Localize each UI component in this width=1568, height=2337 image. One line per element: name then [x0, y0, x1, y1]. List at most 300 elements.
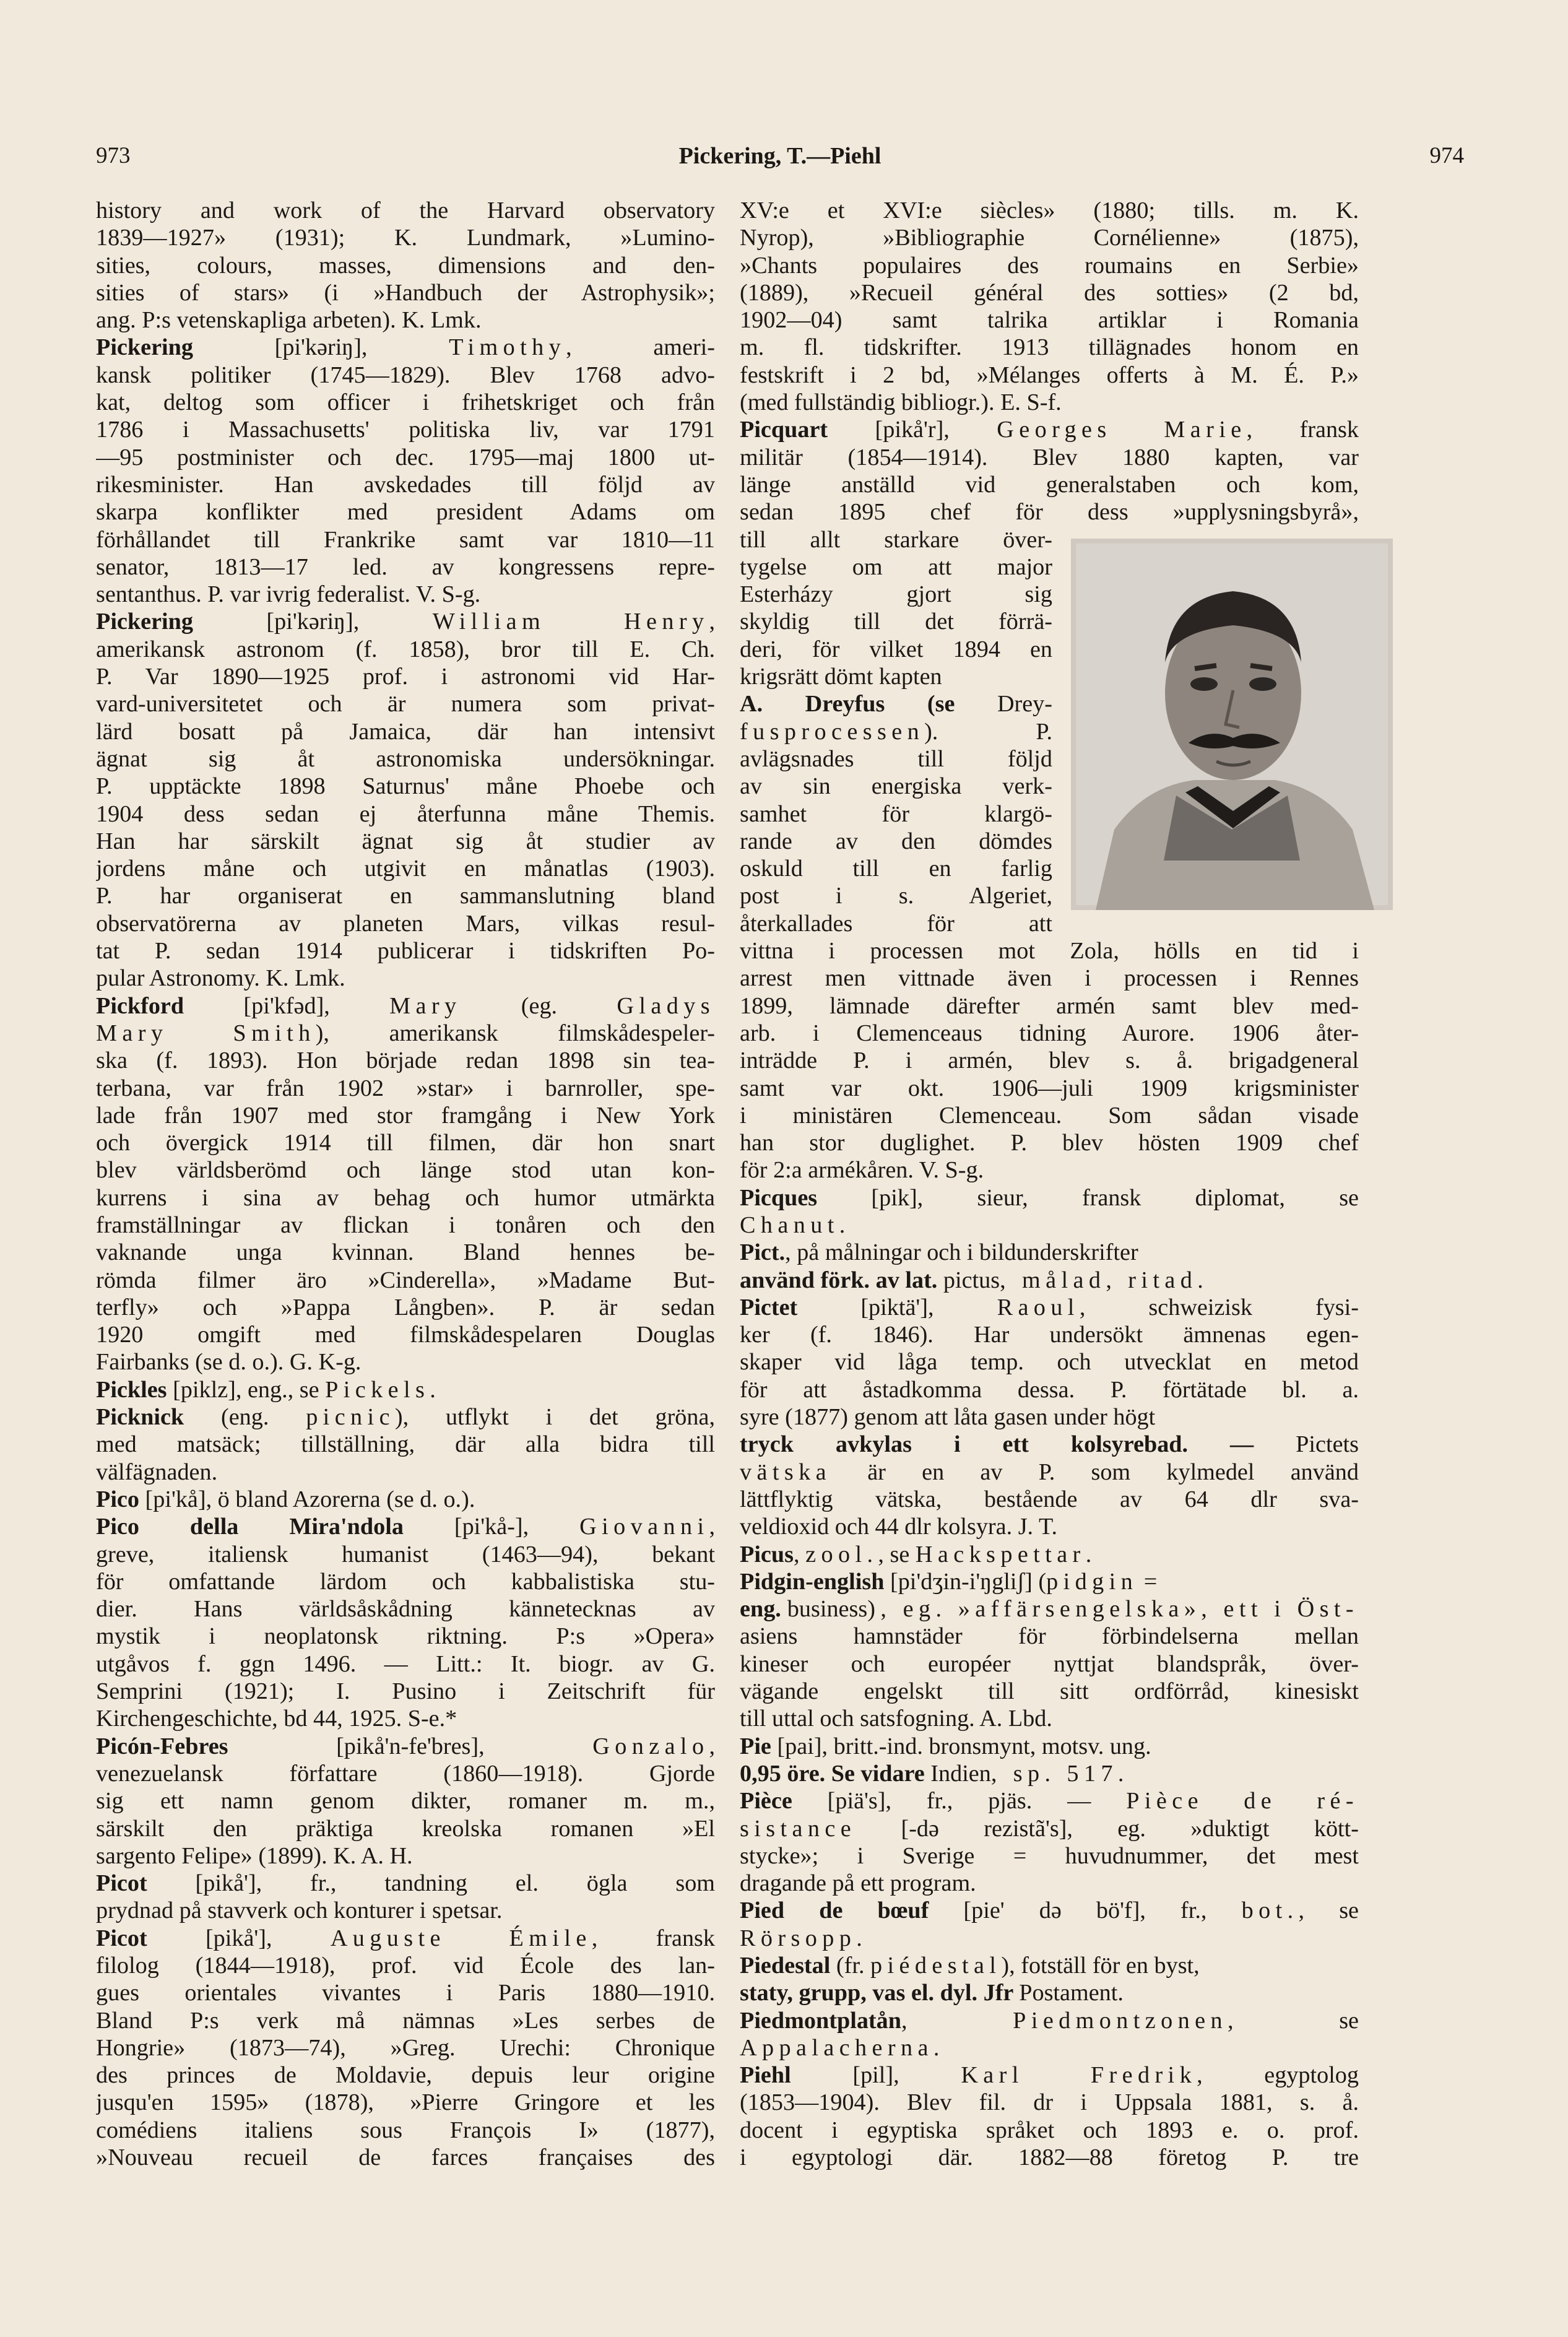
page-number-right: 974: [1429, 143, 1464, 168]
text-segment: oskuld till en farlig: [740, 856, 1052, 882]
text-line: [96, 1348, 715, 1376]
text-line: [96, 1952, 715, 1979]
text-segment: [pi'kfəd],: [184, 992, 390, 1019]
text-line: [740, 745, 1052, 773]
text-segment: samt var okt. 1906—juli 1909 krigsminister: [740, 1075, 1359, 1101]
headword: Picquart: [740, 417, 828, 443]
text-line: [740, 1403, 1359, 1431]
text-line: [96, 416, 715, 443]
text-segment: tat P. sedan 1914 publicerar i tidskriften Po-: [96, 938, 715, 965]
text-line: [96, 581, 715, 608]
text-line: [740, 1568, 1359, 1595]
text-segment: 1786 i Massachusetts' politiska liv, var 1791: [96, 417, 715, 443]
text-segment: kurrens i sina av behag och humor utmärkta: [96, 1184, 715, 1211]
text-line: [96, 1431, 715, 1458]
text-line: [96, 1047, 715, 1074]
text-line: [96, 1020, 715, 1047]
text-line: [740, 1678, 1359, 1705]
text-segment: [piä's], fr., pjäs. —: [792, 1788, 1127, 1815]
text-segment: post i s. Algeriet,: [740, 883, 1052, 909]
spaced-name: pidgin: [1046, 1568, 1138, 1595]
text-segment: , på målningar och i bildunderskrifter: [785, 1239, 1138, 1266]
text-segment: [-də rezistã's], eg. »duktigt kött-: [856, 1815, 1359, 1842]
left-column: [96, 197, 715, 2171]
text-segment: av sin energiska verk-: [740, 773, 1052, 800]
text-segment: P. har organiserat en sammanslutning bland: [96, 883, 715, 909]
text-segment: .: [933, 2034, 940, 2061]
text-line: [96, 1595, 715, 1623]
text-line: [96, 1212, 715, 1239]
text-line: [96, 636, 715, 663]
text-line: [740, 1129, 1359, 1156]
text-segment: sentanthus. P. var ivrig federalist. V. S-g.: [96, 581, 481, 608]
text-segment: , ameri-: [566, 334, 715, 361]
spaced-name: Karl Fredrik: [961, 2062, 1197, 2089]
text-line: [740, 718, 1052, 745]
text-line: [96, 1184, 715, 1212]
text-segment: är en av P. som kylmedel använd: [831, 1459, 1359, 1485]
text-line: [740, 2007, 1359, 2034]
text-segment: [pikå'n-fe'bres],: [228, 1733, 593, 1759]
headword: Pickering: [96, 609, 193, 635]
headword: Pict.: [740, 1239, 786, 1266]
text-line: [740, 1020, 1359, 1047]
text-line: [96, 1787, 715, 1815]
text-line: [740, 1267, 1359, 1294]
headword: Pidgin-english: [740, 1568, 885, 1595]
text-line: [740, 636, 1052, 663]
text-segment: sig ett namn genom dikter, romaner m. m.,: [96, 1788, 715, 1815]
text-line: [96, 362, 715, 389]
text-segment: P. upptäckte 1898 Saturnus' måne Phoebe och: [96, 773, 715, 800]
text-segment: kansk politiker (1745—1829). Blev 1768 advo-: [96, 362, 715, 388]
spaced-name: vätska: [740, 1459, 831, 1485]
text-line: [740, 1897, 1359, 1924]
text-segment: , schweizisk fysi-: [1079, 1294, 1359, 1320]
headword: Pickles: [96, 1376, 167, 1403]
spaced-name: Pièce de ré-: [1126, 1788, 1359, 1815]
text-segment: Fairbanks (se d. o.). G. K-g.: [96, 1349, 362, 1376]
text-segment: jordens måne och utgivit en månatlas (1903).: [96, 856, 715, 882]
text-line: [96, 197, 715, 224]
text-segment: Kirchengeschichte, bd 44, 1925. S-e.*: [96, 1706, 457, 1732]
text-line: [96, 1760, 715, 1787]
spaced-name: Piedmontzonen: [1013, 2007, 1228, 2034]
text-line: [740, 581, 1052, 608]
text-segment: blev världsberömd och länge stod utan kon-: [96, 1157, 715, 1184]
text-segment: , fransk: [591, 1925, 715, 1951]
text-line: [96, 910, 715, 937]
spaced-name: .: [1117, 1980, 1129, 2006]
text-line: [96, 773, 715, 800]
text-line: [740, 663, 1052, 690]
text-line: [96, 937, 715, 965]
text-line: [740, 389, 1359, 416]
spaced-name: Mary: [389, 992, 462, 1019]
text-segment: tygelse om att major: [740, 553, 1052, 580]
text-segment: samhet för klargö-: [740, 800, 1052, 827]
headword: Picot: [96, 1870, 147, 1897]
text-segment: sargento Felipe» (1899). K. A. H.: [96, 1842, 413, 1869]
text-line: [96, 1513, 715, 1540]
spaced-name: Gonzalo: [592, 1733, 709, 1759]
text-line: [96, 498, 715, 526]
text-segment: i egyptologi där. 1882—88 företog P. tre: [740, 2144, 1359, 2171]
text-segment: inträdde P. i armén, blev s. å. brigadgeneral: [740, 1047, 1359, 1074]
headword: Pie: [740, 1733, 771, 1759]
spaced-name: Giovanni: [579, 1514, 709, 1540]
spaced-name: Timothy: [449, 334, 566, 361]
text-segment: .: [430, 1376, 436, 1403]
text-line: [740, 992, 1359, 1020]
text-segment: römda filmer äro »Cinderella», »Madame But-: [96, 1267, 715, 1293]
text-line: [740, 910, 1052, 937]
text-segment: dier. Hans världsåskådning kännetecknas av: [96, 1596, 715, 1623]
text-segment: amerikansk astronom (f. 1858), bror till E. Ch.: [96, 636, 715, 662]
headword: Picques: [740, 1184, 818, 1211]
text-segment: [pi'kəriŋ],: [193, 334, 449, 361]
spaced-name: Rörsopp: [740, 1925, 857, 1951]
text-segment: sities, colours, masses, dimensions and den-: [96, 252, 715, 279]
page-number-left: 973: [96, 143, 131, 168]
text-line: [740, 1815, 1359, 1842]
text-line: [740, 1623, 1359, 1650]
text-segment: —95 postminister och dec. 1795—maj 1800 ut-: [96, 444, 715, 470]
headword: Pico della Mira'ndola: [96, 1514, 404, 1540]
text-line: [740, 690, 1052, 718]
spaced-name: fusprocessen: [740, 718, 925, 745]
headword: Pied de bœuf: [740, 1897, 929, 1924]
portrait-photo: [1071, 539, 1393, 910]
text-segment: [pikå'], fr., tandning el. ögla som: [147, 1870, 715, 1897]
text-segment: XV:e et XVI:e siècles» (1880; tills. m. K.: [740, 197, 1359, 223]
text-segment: länge anställd vid generalstaben och kom,: [740, 471, 1359, 498]
text-line: [96, 334, 715, 361]
text-segment: ). P.: [924, 718, 1052, 745]
text-line: [96, 1733, 715, 1760]
text-line: [96, 1870, 715, 1897]
text-segment: Indien: [930, 1760, 991, 1787]
text-line: [96, 224, 715, 251]
text-line: [740, 1925, 1359, 1952]
headword: Piedmontplatån: [740, 2007, 901, 2034]
text-line: [96, 1156, 715, 1184]
text-segment: framställningar av flickan i tonåren och den: [96, 1212, 715, 1238]
text-segment: filolog (1844—1918), prof. vid École des lan-: [96, 1953, 715, 1979]
headword: använd förk. av lat.: [740, 1267, 943, 1293]
text-line: [740, 1321, 1359, 1348]
text-segment: ), utflykt i det gröna,: [394, 1404, 715, 1431]
spaced-name: Georges Marie: [997, 417, 1247, 443]
text-line: [740, 197, 1359, 224]
text-line: [96, 1541, 715, 1568]
headword: Picknick: [96, 1404, 184, 1431]
text-segment: , se: [878, 1541, 916, 1567]
text-segment: sedan 1895 chef för dess »upplysningsbyrå»,: [740, 499, 1359, 526]
text-segment: vaknande unga kvinnan. Bland hennes be-: [96, 1239, 715, 1266]
text-segment: [pikå'r],: [828, 417, 997, 443]
text-segment: , se: [1298, 1897, 1359, 1924]
text-segment: des princes de Moldavie, depuis leur origine: [96, 2062, 715, 2089]
text-segment: terfly» och »Pappa Långben». P. är sedan: [96, 1294, 715, 1320]
text-segment: , fransk: [1246, 417, 1359, 443]
text-segment: 1920 omgift med filmskådespelaren Douglas: [96, 1322, 715, 1348]
text-line: [96, 389, 715, 416]
text-line: [740, 1952, 1359, 1979]
text-segment: avlägsnades till följd: [740, 745, 1052, 772]
text-line: [96, 608, 715, 635]
text-segment: [pai], britt.-ind. bronsmynt, motsv. ung.: [771, 1733, 1151, 1759]
text-segment: [piktä'],: [797, 1294, 997, 1320]
text-segment: för att åstadkomma dessa. P. förtätade bl. a.: [740, 1376, 1359, 1403]
text-line: [96, 1650, 715, 1678]
text-segment: [piklz], eng., se: [167, 1376, 326, 1403]
text-segment: lade från 1907 med stor framgång i New York: [96, 1102, 715, 1129]
right-column: [740, 197, 1359, 2171]
text-line: [740, 1294, 1359, 1321]
text-line: [740, 444, 1359, 471]
headword: Picón-Febres: [96, 1733, 228, 1759]
text-line: [96, 992, 715, 1020]
text-segment: sities of stars» (i »Handbuch der Astrophysik»;: [96, 279, 715, 306]
text-line: [740, 553, 1052, 581]
text-segment: [pie' də bö'f], fr.,: [929, 1897, 1242, 1924]
text-line: [740, 1431, 1359, 1458]
text-line: [740, 252, 1359, 279]
text-line: [96, 1678, 715, 1705]
headword: 0,95 öre. Se vidare: [740, 1760, 931, 1787]
spaced-name: piédestal: [870, 1953, 1002, 1979]
text-line: [96, 526, 715, 553]
text-segment: mystik i neoplatonsk riktning. P:s »Opera»: [96, 1623, 715, 1650]
text-segment: [pi'dʒin-i'ŋgliʃ] (: [884, 1568, 1047, 1595]
text-line: [740, 1979, 1359, 2006]
text-segment: Pictets: [1296, 1431, 1359, 1458]
spaced-name: sistance: [740, 1815, 857, 1842]
text-segment: deri, för vilket 1894 en: [740, 636, 1052, 662]
text-segment: Semprini (1921); I. Pusino i Zeitschrift für: [96, 1678, 715, 1705]
text-line: [740, 1486, 1359, 1513]
text-line: [96, 1815, 715, 1842]
headword: Piedestal: [740, 1953, 831, 1979]
text-segment: business: [787, 1596, 868, 1623]
text-line: [740, 1459, 1359, 1486]
text-line: [96, 800, 715, 828]
text-line: [96, 1568, 715, 1595]
spaced-name: Pickels: [325, 1376, 430, 1403]
text-segment: .: [856, 1925, 862, 1951]
spaced-name: ), eg. »affärsengelska», ett i Öst-: [867, 1596, 1359, 1623]
headword: Pico: [96, 1486, 139, 1512]
text-segment: kat, deltog som officer i frihetskriget och från: [96, 389, 715, 416]
text-segment: [pi'kəriŋ],: [193, 609, 433, 635]
text-line: [96, 306, 715, 334]
text-segment: 1904 dess sedan ej återfunna måne Themis.: [96, 800, 715, 827]
text-segment: ägnat sig åt astronomiska undersökningar.: [96, 745, 715, 772]
text-line: [96, 2062, 715, 2089]
spaced-name: zool.: [805, 1541, 878, 1567]
text-segment: (eng.: [184, 1404, 306, 1431]
text-line: [740, 1787, 1359, 1815]
text-line: [740, 416, 1359, 443]
spaced-name: William Henry: [432, 609, 709, 635]
text-line: [740, 224, 1359, 251]
headword: Picus: [740, 1541, 794, 1567]
text-segment: arb. i Clemenceaus tidning Aurore. 1906 åter-: [740, 1020, 1359, 1046]
text-line: [740, 608, 1052, 635]
text-segment: festskrift i 2 bd, »Mélanges offerts à M. É. P.»: [740, 362, 1359, 388]
text-line: [740, 1047, 1359, 1074]
text-line: [740, 937, 1359, 965]
spaced-name: Appalacherna: [740, 2034, 933, 2061]
text-segment: lättflyktig vätska, bestående av 64 dlr sva-: [740, 1486, 1359, 1512]
text-line: [740, 1348, 1359, 1376]
text-segment: [pi'kå-],: [403, 1514, 580, 1540]
text-line: [96, 1979, 715, 2006]
headword: tryck avkylas i ett kolsyrebad. —: [740, 1431, 1296, 1458]
text-segment: förhållandet till Frankrike samt var 1810—11: [96, 526, 715, 553]
text-line: [96, 745, 715, 773]
text-line: [96, 1267, 715, 1294]
headword: Picot: [96, 1925, 147, 1951]
text-segment: ker (f. 1846). Har undersökt ämnenas egen-: [740, 1322, 1359, 1348]
text-line: [740, 1595, 1359, 1623]
text-line: [96, 2144, 715, 2171]
spaced-name: Gladys: [617, 992, 715, 1019]
text-line: [740, 1184, 1359, 1212]
text-line: [740, 1102, 1359, 1129]
text-segment: och övergick 1914 till filmen, där hon snart: [96, 1130, 715, 1156]
text-segment: history and work of the Harvard observatory: [96, 197, 715, 223]
text-segment: ,: [709, 1733, 715, 1759]
text-line: [96, 663, 715, 690]
text-segment: , egyptolog: [1197, 2062, 1359, 2089]
text-segment: kineser och européer nyttjat blandspråk, över-: [740, 1650, 1359, 1677]
text-segment: [pi'kå], ö bland Azorerna (se d. o.).: [139, 1486, 475, 1512]
text-segment: ,: [901, 2007, 1013, 2034]
text-line: [96, 1459, 715, 1486]
text-segment: observatörerna av planeten Mars, vilkas resul-: [96, 910, 715, 937]
text-segment: Hongrie» (1873—74), »Greg. Urechi: Chronique: [96, 2034, 715, 2061]
text-segment: »Nouveau recueil de farces françaises des: [96, 2144, 715, 2171]
text-segment: skarpa konflikter med president Adams om: [96, 499, 715, 526]
spaced-name: bot.: [1241, 1897, 1299, 1924]
text-segment: 1839—1927» (1931); K. Lundmark, »Lumino-: [96, 225, 715, 251]
text-line: [740, 2062, 1359, 2089]
text-line: [740, 1760, 1359, 1787]
text-line: [96, 2007, 715, 2034]
headword: Pickford: [96, 992, 184, 1019]
text-segment: lärd bosatt på Jamaica, där han intensivt: [96, 718, 715, 745]
text-line: [96, 1623, 715, 1650]
text-segment: 1899, lämnade därefter armén samt blev med-: [740, 992, 1359, 1019]
text-segment: ska (f. 1893). Hon började redan 1898 sin tea-: [96, 1047, 715, 1074]
text-line: [740, 1239, 1359, 1266]
text-segment: militär (1854—1914). Blev 1880 kapten, var: [740, 444, 1359, 470]
text-line: [740, 498, 1359, 526]
text-segment: venezuelansk författare (1860—1918). Gjorde: [96, 1760, 715, 1787]
text-line: [740, 2144, 1359, 2171]
text-segment: stycke»; i Sverige = huvudnummer, det mest: [740, 1842, 1359, 1869]
text-segment: till uttal och satsfogning. A. Lbd.: [740, 1706, 1052, 1732]
spaced-name: picnic: [306, 1404, 395, 1431]
portrait-figure: [1071, 539, 1393, 910]
text-segment: jusqu'en 1595» (1878), »Pierre Gringore et les: [96, 2089, 715, 2116]
text-line: [96, 553, 715, 581]
text-segment: med matsäck; tillställning, där alla bidra till: [96, 1431, 715, 1458]
text-segment: återkallades för att: [740, 910, 1052, 937]
text-line: [96, 882, 715, 909]
text-segment: [pil],: [790, 2062, 961, 2089]
text-line: [96, 1842, 715, 1870]
headword: Pièce: [740, 1788, 792, 1815]
text-segment: vägande engelskt till sitt ordförråd, kinesiskt: [740, 1678, 1359, 1705]
text-line: [96, 1321, 715, 1348]
text-segment: pictus: [943, 1267, 1000, 1293]
text-line: [96, 1075, 715, 1102]
text-segment: ,: [709, 609, 715, 635]
text-line: [740, 1075, 1359, 1102]
text-segment: prydnad på stavverk och konturer i spetsar.: [96, 1897, 503, 1924]
text-segment: skaper vid låga temp. och utvecklat en metod: [740, 1349, 1359, 1376]
text-segment: docent i egyptiska språket och 1893 e. o. prof.: [740, 2117, 1359, 2143]
headword: Piehl: [740, 2062, 791, 2089]
text-line: [96, 1239, 715, 1266]
text-line: [740, 1513, 1359, 1540]
text-segment: »Chants populaires des roumains en Serbie»: [740, 252, 1359, 279]
text-line: [96, 2034, 715, 2062]
spaced-name: Chanut: [740, 1212, 839, 1238]
text-segment: 1902—04) samt talrika artiklar i Romania: [740, 307, 1359, 334]
text-line: [740, 965, 1359, 992]
text-line: [96, 1129, 715, 1156]
text-segment: i ministären Clemenceau. Som sådan visade: [740, 1102, 1359, 1129]
text-line: [740, 2089, 1359, 2116]
text-segment: Postament: [1019, 1980, 1118, 2006]
text-line: [740, 471, 1359, 498]
text-segment: [pik], sieur, fransk diplomat, se: [817, 1184, 1359, 1211]
text-line: [96, 252, 715, 279]
text-segment: syre (1877) genom att låta gasen under högt: [740, 1404, 1156, 1431]
text-segment: comédiens italiens sous François I» (1877),: [96, 2117, 715, 2143]
text-segment: (eg.: [461, 992, 617, 1019]
text-segment: för omfattande lärdom och kabbalistiska stu-: [96, 1568, 715, 1595]
text-segment: greve, italiensk humanist (1463—94), bekant: [96, 1541, 715, 1567]
spaced-name: Auguste Émile: [330, 1925, 592, 1951]
text-line: [740, 773, 1052, 800]
text-line: [740, 306, 1359, 334]
text-line: [96, 718, 715, 745]
text-line: [96, 471, 715, 498]
text-line: [740, 526, 1052, 553]
text-segment: Drey-: [997, 691, 1052, 718]
text-segment: särskilt den präktiga kreolska romanen »El: [96, 1815, 715, 1842]
text-line: [96, 2117, 715, 2144]
spaced-name: Raoul: [997, 1294, 1080, 1320]
headword: eng.: [740, 1596, 787, 1623]
text-segment: P. Var 1890—1925 prof. i astronomi vid Har-: [96, 664, 715, 690]
text-line: [740, 2117, 1359, 2144]
text-segment: .: [1085, 1541, 1092, 1567]
text-line: [740, 1212, 1359, 1239]
text-line: [740, 1842, 1359, 1870]
spaced-name: Hackspettar: [915, 1541, 1086, 1567]
text-line: [740, 828, 1052, 855]
page-header: [96, 142, 1464, 180]
running-title: Pickering, T.—Piehl: [678, 143, 881, 169]
text-segment: Esterházy gjort sig: [740, 581, 1052, 608]
text-segment: =: [1138, 1568, 1158, 1595]
